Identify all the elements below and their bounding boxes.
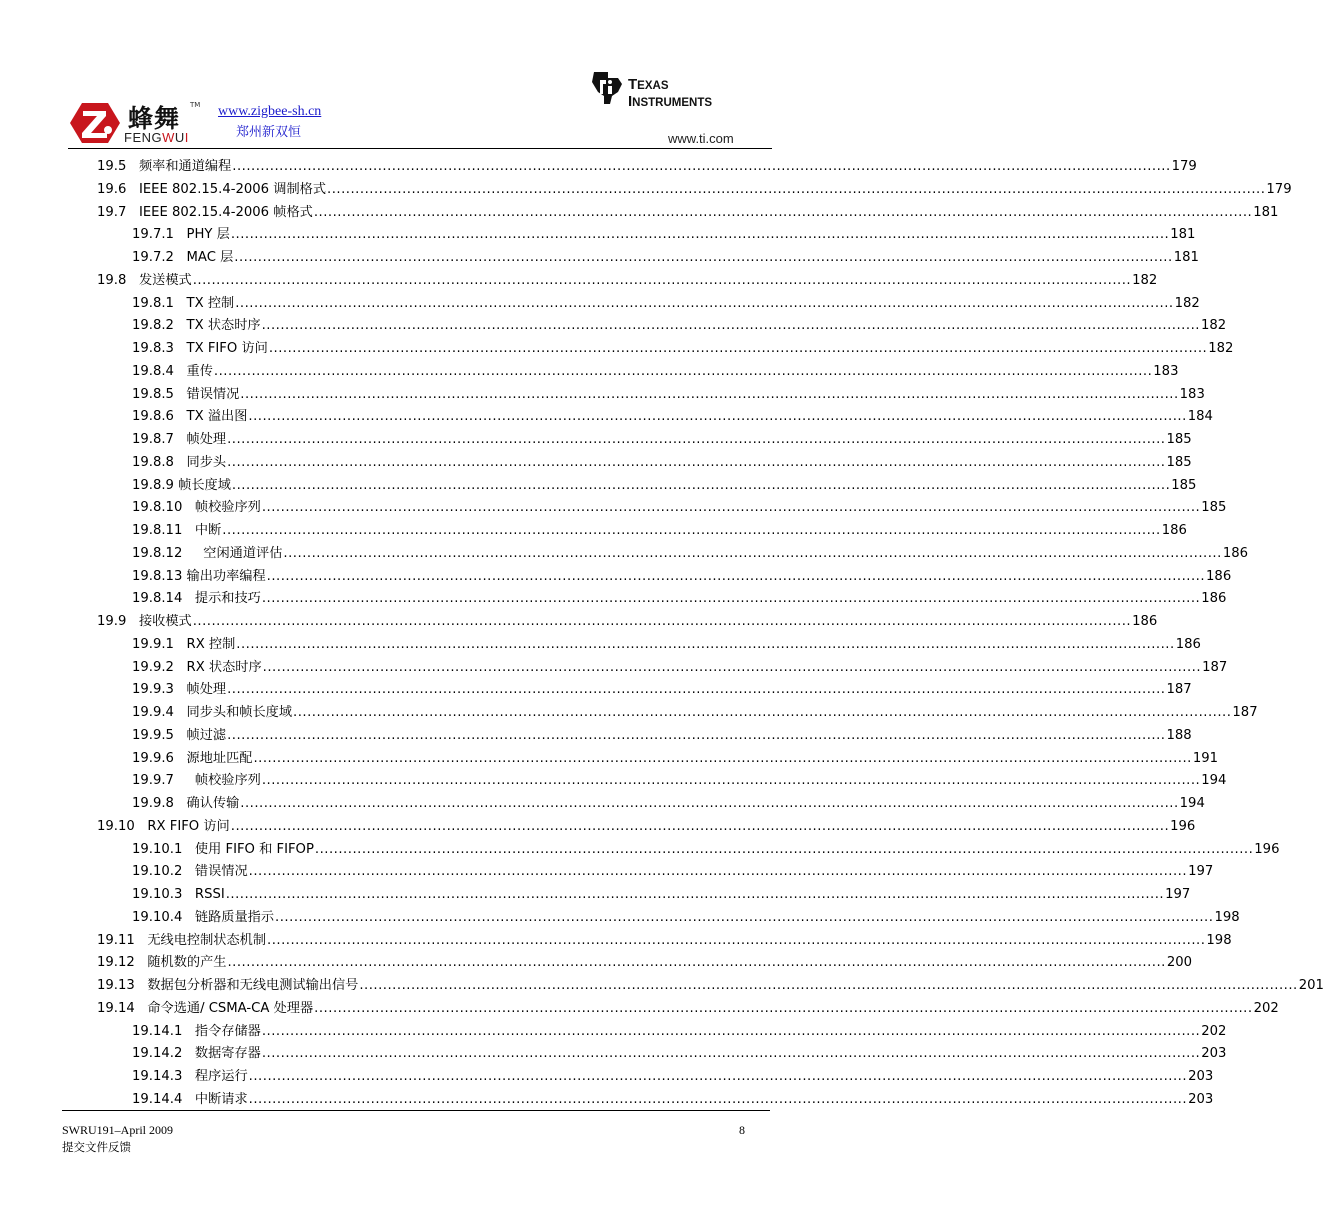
- toc-entry[interactable]: [132, 313, 1227, 335]
- toc-entry[interactable]: [132, 450, 1192, 472]
- toc-entry[interactable]: [132, 723, 1192, 745]
- toc-entry-title: 帧校验序列: [194, 773, 261, 789]
- toc-entry[interactable]: [132, 291, 1200, 313]
- toc-entry-number: 19.8: [97, 272, 139, 288]
- toc-dot-leader: ........................................................................................................................................................................................................: [227, 682, 1166, 698]
- toc-dot-leader: ........................................................................................................................................................................................................: [192, 614, 1132, 629]
- logo-english-text: FENGWUI: [124, 130, 189, 145]
- toc-entry-page: 203: [1188, 1091, 1214, 1107]
- toc-dot-leader: ........................................................................................................................................................................................................: [314, 1000, 1253, 1016]
- toc-entry[interactable]: [132, 700, 1258, 722]
- toc-entry-title: 接收模式: [138, 614, 192, 629]
- toc-entry-title: 空闲通道评估: [203, 545, 283, 561]
- toc-entry-page: 202: [1253, 1000, 1279, 1016]
- toc-dot-leader: ........................................................................................................................................................................................................: [268, 341, 1208, 356]
- toc-entry-title: PHY 层: [186, 227, 230, 243]
- toc-entry-number: 19.9.3: [132, 682, 187, 698]
- toc-entry-title: 中断请求: [194, 1091, 248, 1107]
- toc-dot-leader: ........................................................................................................................................................................................................: [240, 386, 1179, 402]
- toc-entry-number: 19.8.3: [132, 341, 187, 356]
- toc-entry-page: 202: [1201, 1023, 1227, 1039]
- toc-dot-leader: ........................................................................................................................................................................................................: [230, 818, 1170, 834]
- toc-entry[interactable]: [132, 677, 1192, 699]
- toc-dot-leader: ........................................................................................................................................................................................................: [267, 932, 1206, 948]
- toc-entry-number: 19.10.1: [132, 841, 195, 857]
- toc-entry-title: 源地址匹配: [186, 750, 253, 766]
- toc-entry-title: 提示和技巧: [194, 591, 261, 607]
- toc-entry-number: 19.9.5: [132, 727, 187, 743]
- toc-entry-page: 196: [1254, 841, 1280, 857]
- toc-entry[interactable]: [97, 177, 1292, 199]
- toc-entry-page: 181: [1173, 250, 1199, 265]
- toc-entry-page: 182: [1208, 341, 1234, 356]
- texas-instruments-logo-icon: [588, 70, 624, 106]
- toc-entry-page: 182: [1132, 272, 1158, 288]
- toc-dot-leader: ........................................................................................................................................................................................................: [293, 705, 1232, 720]
- toc-dot-leader: ........................................................................................................................................................................................................: [227, 454, 1166, 470]
- toc-dot-leader: ........................................................................................................................................................................................................: [327, 181, 1266, 197]
- toc-dot-leader: ........................................................................................................................................................................................................: [227, 955, 1166, 971]
- toc-entry-title: 帧处理: [186, 682, 227, 698]
- toc-entry-title: 发送模式: [138, 272, 192, 288]
- toc-entry-number: 19.8.4: [132, 363, 187, 379]
- toc-dot-leader: ........................................................................................................................................................................................................: [192, 272, 1132, 288]
- toc-entry[interactable]: [132, 564, 1232, 586]
- toc-entry-page: 197: [1188, 864, 1214, 880]
- toc-dot-leader: ........................................................................................................................................................................................................: [314, 841, 1254, 857]
- toc-entry-page: 196: [1170, 818, 1196, 834]
- toc-entry-number: 19.8.7: [132, 432, 187, 447]
- toc-dot-leader: ........................................................................................................................................................................................................: [283, 545, 1222, 561]
- toc-dot-leader: ........................................................................................................................................................................................................: [261, 318, 1200, 334]
- toc-entry[interactable]: [97, 973, 1324, 995]
- toc-dot-leader: ........................................................................................................................................................................................................: [240, 796, 1179, 811]
- toc-entry[interactable]: [132, 427, 1192, 449]
- toc-entry-title: 错误情况: [194, 864, 248, 880]
- toc-entry[interactable]: [132, 746, 1219, 768]
- toc-entry-number: 19.8.12: [132, 545, 204, 561]
- toc-dot-leader: ........................................................................................................................................................................................................: [225, 887, 1165, 902]
- toc-entry-number: 19.9.1: [132, 636, 187, 652]
- toc-entry-number: 19.14.4: [132, 1091, 195, 1107]
- toc-entry-title: 输出功率编程: [186, 568, 266, 584]
- toc-entry-page: 198: [1206, 932, 1232, 948]
- toc-entry[interactable]: [132, 882, 1191, 904]
- toc-dot-leader: ........................................................................................................................................................................................................: [222, 523, 1161, 538]
- toc-entry[interactable]: [132, 1087, 1214, 1109]
- texas-instruments-wordmark: TEXAS INSTRUMENTS: [628, 76, 713, 110]
- toc-entry-number: 19.8.9: [132, 477, 179, 493]
- toc-entry-page: 186: [1175, 636, 1201, 652]
- toc-entry-title: TX 溢出图: [186, 409, 248, 425]
- toc-dot-leader: ........................................................................................................................................................................................................: [248, 1069, 1188, 1084]
- toc-entry-page: 186: [1222, 545, 1248, 561]
- toc-entry-number: 19.9.6: [132, 750, 187, 766]
- toc-entry-title: RX FIFO 访问: [147, 818, 230, 834]
- toc-entry[interactable]: [97, 996, 1279, 1018]
- toc-dot-leader: ........................................................................................................................................................................................................: [248, 409, 1187, 425]
- toc-dot-leader: ........................................................................................................................................................................................................: [235, 295, 1174, 311]
- logo-chinese-text: 蜂舞: [128, 104, 181, 133]
- toc-entry-page: 183: [1179, 386, 1205, 402]
- toc-entry-number: 19.11: [97, 932, 148, 948]
- toc-dot-leader: ........................................................................................................................................................................................................: [234, 250, 1173, 265]
- toc-dot-leader: ........................................................................................................................................................................................................: [253, 750, 1192, 766]
- toc-entry[interactable]: [132, 245, 1199, 267]
- toc-entry[interactable]: [132, 404, 1213, 426]
- toc-entry-title: 同步头和帧长度域: [186, 705, 293, 720]
- toc-entry-page: 184: [1187, 409, 1213, 425]
- toc-entry-title: RSSI: [194, 887, 225, 902]
- logo-trademark: TM: [190, 101, 201, 109]
- toc-entry-page: 181: [1170, 227, 1196, 243]
- toc-entry-page: 194: [1179, 796, 1205, 811]
- toc-entry-title: TX 状态时序: [186, 318, 261, 334]
- toc-entry-page: 201: [1298, 978, 1324, 993]
- toc-entry[interactable]: [132, 837, 1280, 859]
- toc-entry-number: 19.10.4: [132, 909, 195, 925]
- toc-entry-title: 错误情况: [186, 386, 240, 402]
- toc-entry-page: 186: [1201, 591, 1227, 607]
- toc-entry-title: 程序运行: [194, 1069, 248, 1084]
- toc-entry-number: 19.8.13: [132, 568, 187, 584]
- toc-dot-leader: ........................................................................................................................................................................................................: [266, 568, 1206, 584]
- toc-entry-page: 203: [1201, 1046, 1227, 1062]
- toc-dot-leader: ........................................................................................................................................................................................................: [261, 773, 1201, 789]
- toc-entry[interactable]: [97, 950, 1193, 972]
- toc-entry-number: 19.12: [97, 955, 148, 971]
- toc-entry-page: 185: [1201, 500, 1227, 516]
- toc-entry-number: 19.8.10: [132, 500, 195, 516]
- toc-entry-page: 187: [1166, 682, 1192, 698]
- toc-entry[interactable]: [132, 1019, 1227, 1041]
- toc-entry-title: MAC 层: [186, 250, 234, 265]
- toc-entry-number: 19.8.14: [132, 591, 195, 607]
- toc-dot-leader: ........................................................................................................................................................................................................: [236, 636, 1175, 652]
- toc-entry[interactable]: [132, 382, 1205, 404]
- page-header: [0, 0, 869, 160]
- footer-document-id: SWRU191–April 2009: [62, 1123, 173, 1137]
- toc-entry-number: 19.10: [97, 818, 148, 834]
- toc-entry[interactable]: [97, 268, 1158, 290]
- toc-entry-title: 确认传输: [186, 796, 240, 811]
- toc-entry-page: 185: [1166, 432, 1192, 447]
- toc-entry-number: 19.8.5: [132, 386, 187, 402]
- toc-dot-leader: ........................................................................................................................................................................................................: [275, 909, 1214, 925]
- toc-entry-page: 186: [1206, 568, 1232, 584]
- toc-entry-number: 19.13: [97, 978, 148, 993]
- toc-dot-leader: ........................................................................................................................................................................................................: [231, 477, 1171, 493]
- toc-entry-page: 203: [1188, 1069, 1214, 1084]
- toc-dot-leader: ........................................................................................................................................................................................................: [248, 1091, 1188, 1107]
- toc-dot-leader: ........................................................................................................................................................................................................: [227, 432, 1166, 447]
- toc-entry-page: 182: [1200, 318, 1227, 334]
- toc-dot-leader: ........................................................................................................................................................................................................: [359, 978, 1298, 993]
- toc-entry-page: 187: [1232, 705, 1258, 720]
- toc-entry[interactable]: [97, 609, 1158, 631]
- toc-entry[interactable]: [97, 200, 1279, 222]
- toc-entry-title: 帧校验序列: [194, 500, 261, 516]
- toc-entry[interactable]: [132, 222, 1196, 244]
- toc-entry[interactable]: [132, 586, 1227, 608]
- toc-entry-title: TX 控制: [186, 295, 235, 311]
- toc-dot-leader: ........................................................................................................................................................................................................: [232, 159, 1171, 174]
- toc-entry[interactable]: [132, 336, 1234, 358]
- toc-entry-page: 186: [1161, 523, 1187, 538]
- footer-divider: [62, 1110, 770, 1111]
- toc-entry-number: 19.8.8: [132, 454, 187, 470]
- toc-entry-number: 19.8.2: [132, 318, 187, 334]
- toc-entry-title: 频率和通道编程: [138, 159, 232, 174]
- toc-entry-page: 182: [1174, 295, 1200, 311]
- toc-entry-number: 19.14.1: [132, 1023, 195, 1039]
- toc-entry[interactable]: [97, 814, 1196, 836]
- toc-entry-title: RX 状态时序: [186, 659, 262, 675]
- toc-dot-leader: ........................................................................................................................................................................................................: [230, 227, 1170, 243]
- toc-entry[interactable]: [132, 905, 1240, 927]
- toc-entry-title: IEEE 802.15.4-2006 帧格式: [138, 204, 313, 220]
- toc-entry-title: 随机数的产生: [147, 955, 227, 971]
- toc-entry-title: 链路质量指示: [194, 909, 275, 925]
- toc-entry-page: 198: [1214, 909, 1240, 925]
- toc-dot-leader: ........................................................................................................................................................................................................: [227, 727, 1166, 743]
- toc-entry[interactable]: [132, 518, 1187, 540]
- toc-entry-title: 使用 FIFO 和 FIFOP: [194, 841, 314, 857]
- toc-entry-title: 数据包分析器和无线电测试输出信号: [147, 978, 359, 993]
- toc-entry-page: 181: [1253, 204, 1279, 220]
- toc-dot-leader: ........................................................................................................................................................................................................: [262, 659, 1202, 675]
- toc-entry[interactable]: [132, 859, 1214, 881]
- toc-entry-number: 19.8.6: [132, 409, 187, 425]
- toc-entry-number: 19.9.4: [132, 705, 187, 720]
- toc-dot-leader: ........................................................................................................................................................................................................: [261, 1046, 1201, 1062]
- toc-entry-title: 帧过滤: [186, 727, 227, 743]
- toc-entry-page: 179: [1266, 181, 1292, 197]
- toc-entry-title: IEEE 802.15.4-2006 调制格式: [138, 181, 327, 197]
- toc-entry-title: 重传: [186, 363, 213, 379]
- toc-entry-title: 帧长度域: [178, 477, 231, 493]
- toc-entry-page: 183: [1153, 363, 1179, 379]
- toc-entry-number: 19.7: [97, 204, 139, 220]
- toc-entry-number: 19.14.2: [132, 1046, 195, 1062]
- toc-entry-number: 19.9.7: [132, 773, 195, 789]
- ti-website-link[interactable]: www.ti.com: [668, 131, 734, 146]
- toc-entry-title: 无线电控制状态机制: [147, 932, 267, 948]
- toc-entry[interactable]: [132, 495, 1227, 517]
- footer-page-number: 8: [739, 1123, 745, 1137]
- header-divider: [68, 148, 772, 149]
- toc-entry-page: 188: [1166, 727, 1192, 743]
- website-link[interactable]: www.zigbee-sh.cn: [218, 104, 322, 119]
- toc-entry-number: 19.6: [97, 181, 139, 197]
- toc-entry-title: RX 控制: [186, 636, 236, 652]
- toc-dot-leader: ........................................................................................................................................................................................................: [213, 363, 1153, 379]
- toc-entry-number: 19.10.2: [132, 864, 195, 880]
- footer-feedback-link[interactable]: 提交文件反馈: [62, 1140, 131, 1154]
- toc-entry-number: 19.9: [97, 614, 139, 629]
- toc-dot-leader: ........................................................................................................................................................................................................: [313, 204, 1253, 220]
- toc-entry[interactable]: [132, 791, 1205, 813]
- toc-entry-page: 185: [1166, 454, 1192, 470]
- toc-entry-page: 186: [1132, 614, 1158, 629]
- toc-entry-page: 191: [1192, 750, 1219, 766]
- toc-dot-leader: ........................................................................................................................................................................................................: [261, 500, 1201, 516]
- toc-entry[interactable]: [97, 154, 1197, 176]
- toc-entry-title: 中断: [194, 523, 222, 538]
- toc-entry-title: 指令存储器: [194, 1023, 261, 1039]
- toc-entry[interactable]: [132, 768, 1227, 790]
- toc-entry[interactable]: [132, 1041, 1227, 1063]
- toc-entry-number: 19.9.2: [132, 659, 187, 675]
- toc-entry-number: 19.8.1: [132, 295, 187, 311]
- toc-entry-number: 19.14.3: [132, 1069, 195, 1084]
- toc-entry-title: 帧处理: [186, 432, 227, 447]
- toc-entry-page: 197: [1165, 887, 1191, 902]
- toc-entry[interactable]: [132, 541, 1248, 563]
- company-city-text: 郑州新双恒: [236, 125, 302, 140]
- toc-entry-number: 19.10.3: [132, 887, 195, 902]
- fengwu-logo-icon: [68, 99, 122, 147]
- toc-dot-leader: ........................................................................................................................................................................................................: [261, 1023, 1201, 1039]
- toc-entry[interactable]: [132, 359, 1179, 381]
- toc-entry[interactable]: [132, 632, 1201, 654]
- toc-dot-leader: ........................................................................................................................................................................................................: [261, 591, 1201, 607]
- toc-entry-page: 185: [1171, 477, 1197, 493]
- toc-entry-page: 187: [1202, 659, 1228, 675]
- toc-entry[interactable]: [97, 928, 1232, 950]
- toc-entry-number: 19.9.8: [132, 796, 187, 811]
- toc-entry-page: 179: [1171, 159, 1197, 174]
- toc-entry-page: 200: [1166, 955, 1193, 971]
- toc-entry-title: 命令选通/ CSMA-CA 处理器: [147, 1000, 314, 1016]
- toc-entry-page: 194: [1201, 773, 1227, 789]
- toc-entry-number: 19.7.1: [132, 227, 187, 243]
- toc-entry-number: 19.8.11: [132, 523, 195, 538]
- toc-entry-title: 同步头: [186, 454, 227, 470]
- toc-entry-number: 19.14: [97, 1000, 148, 1016]
- toc-entry-title: 数据寄存器: [194, 1046, 261, 1062]
- toc-entry[interactable]: [132, 1064, 1214, 1086]
- toc-dot-leader: ........................................................................................................................................................................................................: [248, 864, 1188, 880]
- toc-entry-number: 19.7.2: [132, 250, 187, 265]
- toc-entry-title: TX FIFO 访问: [186, 341, 268, 356]
- toc-entry-number: 19.5: [97, 159, 139, 174]
- toc-entry[interactable]: [132, 655, 1228, 677]
- toc-entry[interactable]: [132, 473, 1197, 495]
